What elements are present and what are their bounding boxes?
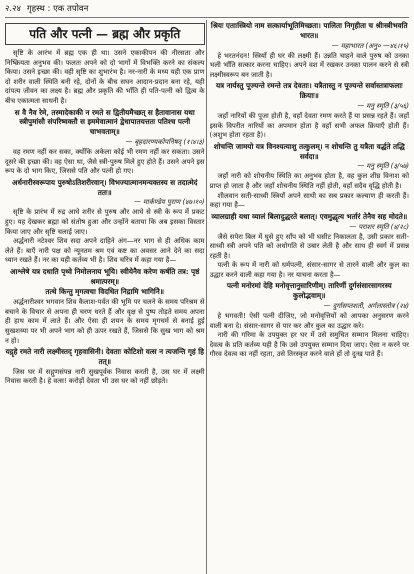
sanskrit-verse: शोचन्ति जामयो यत्र विनश्यत्याशु तत्कुलम्। न शोचन्ति तु यत्रैता वर्द्धते तद्धि सर्वदा॥ [213,141,405,161]
paragraph: सृष्टि के प्रारंभ में रुद्र आधे शरीर से पुरुष और आधे से स्त्री के रूप में प्रकट हुए। यह देखकर ब्रह्मा को संतोष हुआ और उन्होंने बताया कि अब इसका विस्तार किया जाए और सृष्टि चलाई जाए। [5,208,205,236]
sanskrit-verse: पत्नी मनोरमां देहि मनोवृत्तानुसारिणीम्। तारिणीं दुर्गसंसारसागरस्य कुलोद्भवाम्॥ [226,281,392,301]
left-column [5,20,205,574]
sanskrit-verse: श्रियः एताःस्त्रियो नाम सत्कार्याभूतिमिच्छता। पालिता निगृहीता च श्रीःस्त्रीभवति भारत॥ [210,21,408,40]
paragraph: सृष्टि के आरंभ में ब्रह्म एक ही था। उसने एकाकीपन की नीरसता और निष्क्रियता अनुभव की। फलतः अपने को दो भागों में विभक्ति करने का संकल्प किया। उसने इच्छा की। वही सृष्टि का शुभारंभ है। नर-नारी के मध्य यही एक प्राण दो शरीर वाली स्थिति बनी रहे, दोनों के बीच सघन आदान-प्रदान बना रहे, यही दांपत्य जीवन का लक्ष्य है। ब्रह्म और प्रकृति की भाँति ही पति-पत्नी को द्वित्व के बीच एकात्मता साधनी है। [5,49,205,105]
sanskrit-verse: व्यालग्राही यथा व्यालं बिलादुद्धरते बलात्। एवमुद्धृत्य भर्तारं तेनैव सह मोदते॥ [211,211,408,221]
two-column-body [5,20,409,574]
right-column [210,20,410,574]
page-number: २.२४ [5,4,21,14]
section-title: पति और पत्नी — ब्रह्म और प्रकृति [5,23,205,45]
paragraph: वह रमण नहीं कर सका, क्योंकि अकेला कोई भी रमण नहीं कर सकता। उसने दूसरे की इच्छा की। वह ऐसा था, जैसे स्त्री-पुरुष मिले हुए होते हैं। उसने अपने इस रूप के दो भाग किए, जिससे पति और पत्नी हो गए। [5,147,205,176]
sanskrit-verse: स वै नैव रेमे, तस्मादेकाकी न रमते स द्वितीयमैच्छत् स हैतावानास यथा स्त्रीपुमांसौ संपरिष्वक्तौ स इममेवात्मानं द्वेधापातयत्ततः पतिश्च पत्नी चाभवताम्॥ [14,107,195,137]
paragraph: जहाँ नारी को शोचनीय स्थिति का अनुभव होता है, वह कुल शीघ्र विनाश को प्राप्त हो जाता है और जहाँ शोचनीय स्थिति नहीं होती, वहाँ सदैव वृद्धि होती है। [209,172,409,190]
sanskrit-verse: यद्गृहे रमते नारी लक्ष्मीस्तद् गृहवासिनी। देवताः कोटिशो वत्स न त्यजन्ति गृहं हि तत्॥ [5,347,204,367]
sanskrit-verse: तत्थे किन्तु मृगत्वचा विदधित निद्रामि भागिनेि॥ [45,287,165,297]
verse-source: — पराशर स्मृति (४/२८) [349,222,409,231]
paragraph: अर्द्धनारी नटेश्वर शिव सदा अपने दाहिने अंग—नर भाग से ही अधिक काम लेते हैं। बाएँ नारी पक्ष को न्यूनतम श्रम एवं कष्ट का अवसर आने देने का सदा ध्यान रखते हैं। नर का यही कर्तव्य भी है। शिव चरित्र में कहा गया है— [5,237,205,265]
sanskrit-verse: आश्लेषे यत्र दधाति पृथ्वे निमोलनाय भूयि। स्वीयेनैव करेण कर्षति तत्र: पृष्ठं श्रमात्परम्॥ [10,266,200,286]
paragraph: शीलवान सती-साध्वी स्त्रियाँ अपने साथी का सब प्रकार कल्याण ही करती हैं। कहा गया है— [209,191,409,210]
verse-source: — मार्कण्डेय पुराण (४७।१०) [134,198,205,207]
verse-source: — मनु स्मृति (३/५७) [357,162,409,171]
sanskrit-verse: यत्र नार्यस्तु पूज्यन्ते रमन्ते तत्र देवताः। यत्रैतास्तु न पूज्यन्ते सर्वास्तत्राफलाः क्रियाः॥ [215,81,403,101]
paragraph: जैसे सपेरा बिल में घुसे हुए साँप को भी घसीट निकालता है, उसी प्रकार सती-साध्वी स्त्री अपने पति को अधोगति से उबार लेती है और साथ ही स्वर्ग में प्रसन्न रहती है। [209,232,409,260]
verse-source: — मनु स्मृति (३/५६) [357,101,409,110]
paragraph: नारी की गरिमा के उपयुक्त हर घर में उसे समुचित सम्मान मिलना चाहिए। देवत्व के प्रति कर्तव्य यही है कि उसे उपयुक्त सम्मान दिया जाए। ऐसा न करने पर गौरव देवत्व का नहीं रहता, उसे तिरस्कृत करने वाले हों तो दुःख पाते हैं। [209,331,409,359]
column-divider [206,20,207,574]
paragraph: अर्द्धनारीश्वर भगवान शिव कैलाश-पर्वत की भूमि पर चलने के समय परिश्रम से बचाने के विचार से अपना ही चरण धरते हैं और वृक्ष से पुष्प तोड़ते समय अपना ही हाथ काम में लाते हैं। और ऐसा ही शयन के समय मृगचर्म से बनाई हुई सुखशय्या पर भी अपने भाग को ही ऊपर रखते हैं, जिससे कि सुख भाग को श्रम न हो। [5,298,205,345]
verse-source: — दुर्गासप्तशती, अर्गलास्तोत्र (२४) [323,302,409,311]
verse-source: — बृहदारण्यकोपनिषद् (१।४।३) [125,137,205,146]
paragraph: हे भरतनंदन! स्त्रियाँ ही घर की लक्ष्मी हैं। उन्नति चाहने वाले पुरुष को उनका भली भाँति सत्कार करना चाहिए। अपने वश में रखकर उनका पालन करने से स्त्री लक्ष्मीस्वरूप बन जाती है। [209,51,409,79]
running-title: गृहस्थ : एक तपोवन [26,4,89,14]
verse-source: — महाभारत (अनु० —४६।१५) [331,41,409,50]
paragraph: जिस घर में सद्गुणसंपन्न नारी सुखपूर्वक निवास करती है, उस घर में लक्ष्मी निवास करती है। हे वत्स! करोड़ों देवता भी उस घर को नहीं छोड़ते। [5,367,205,386]
paragraph: पत्नी के रूप में नारी को धर्मपत्नी, संसार-सागर से तारने वाली और कुल का उद्धार करने वाली कहा गया है। नर याचना करता है— [209,261,409,279]
sanskrit-verse: अर्धनारीस्वरूपाय पुरुषोऽतिशरीरवान्। विभज्यात्मानमन्यक्तस्य स तदात्मेदं ततः॥ [12,177,198,197]
paragraph: हे भगवती! ऐसी पत्नी दीजिए, जो मनोवृत्तियों को आपका अनुसरण करने वाली बना दे। संसार-सागर से पार कर और कुल का उद्धार करे। [209,312,409,330]
paragraph: जहाँ नारियों की पूजा होती है, वहाँ देवता रमण करते हैं या प्रसन्न रहते हैं। जहाँ इसके विपरीत नारियों का अपमान होता है वहाँ सभी अफल क्रियाएँ होती हैं। (अशुभ होता रहता है)। [209,111,409,140]
page-header [5,2,409,18]
